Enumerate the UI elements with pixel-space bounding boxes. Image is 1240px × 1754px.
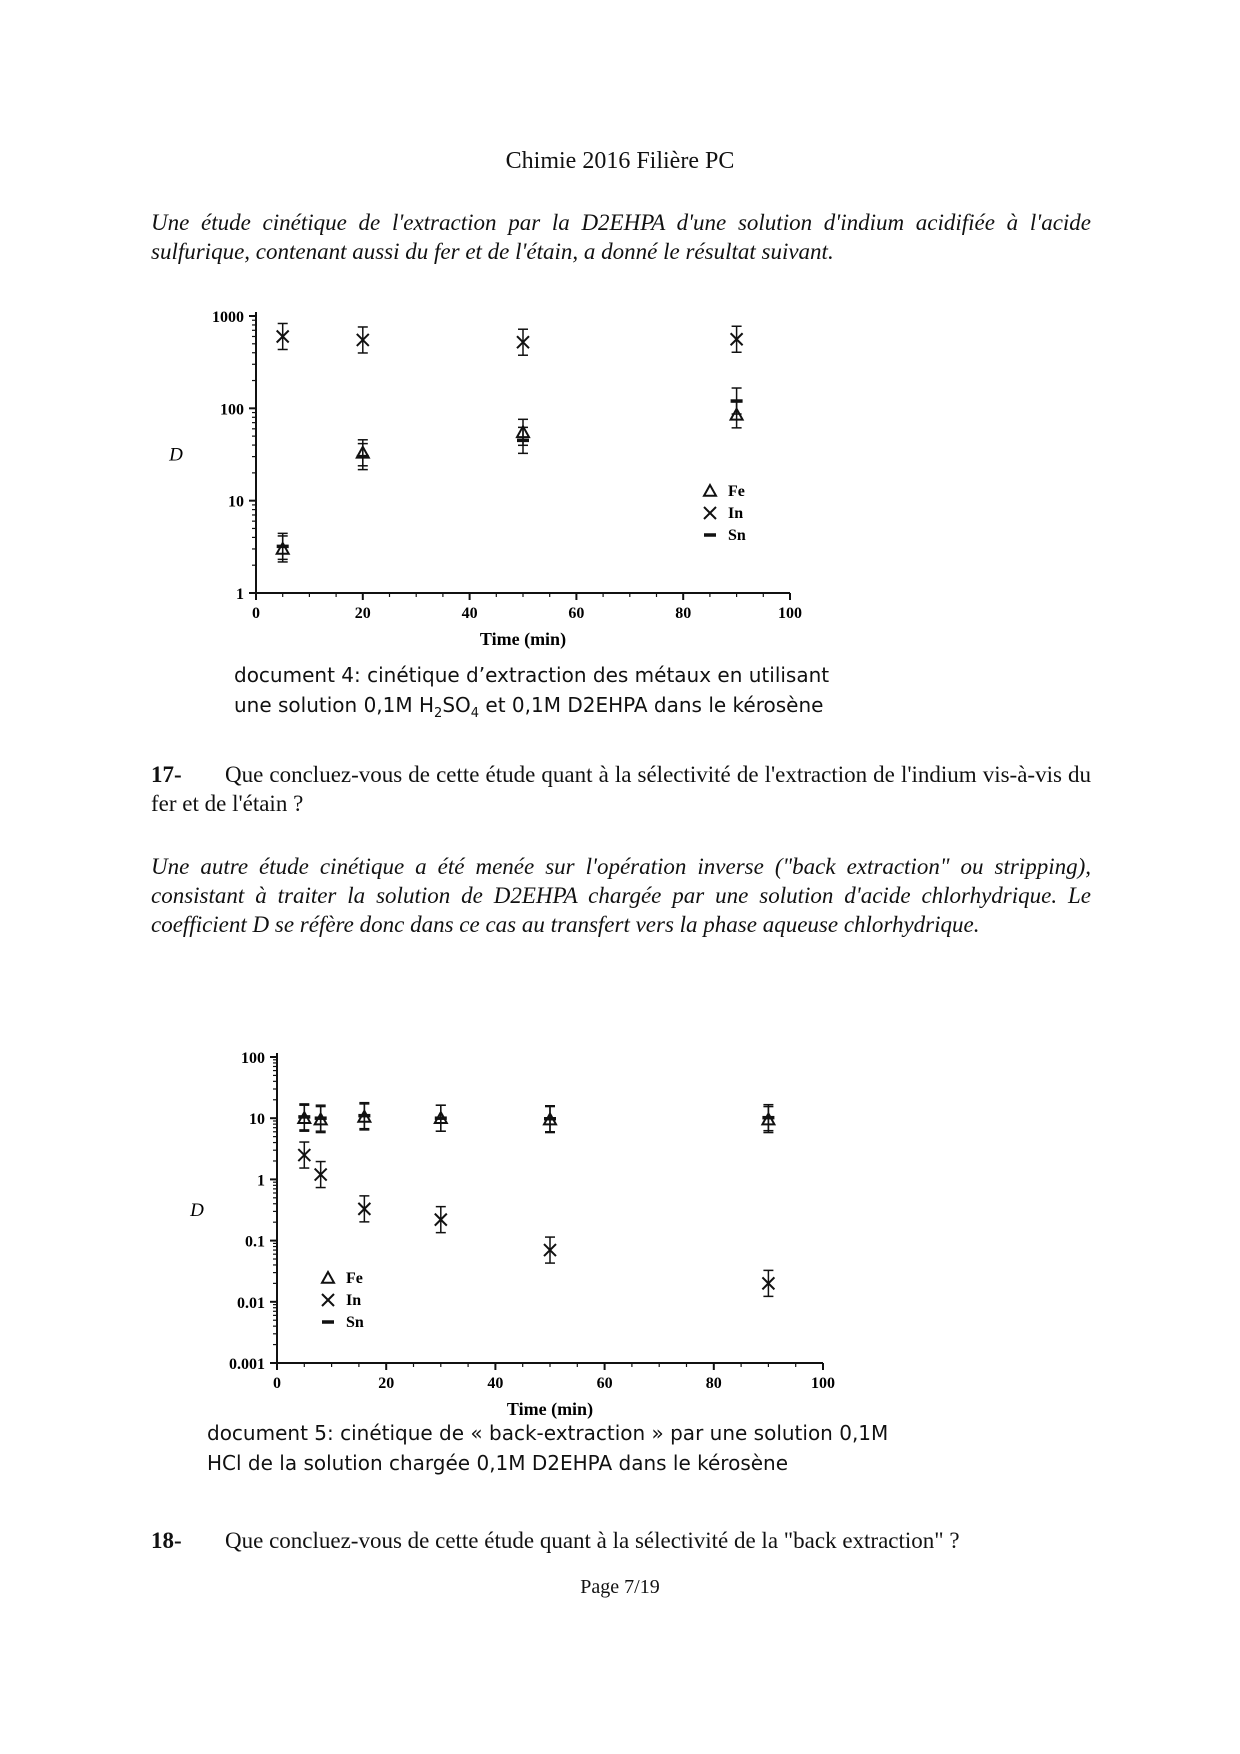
x-tick-label: 0 [252, 605, 260, 622]
intro-paragraph: Une étude cinétique de l'extraction par la D2EHPA d'une solution d'indium acidifiée à l'acide sulfurique, contenant aussi du fer et de l'étain, a donné le résultat suivant. [151, 210, 1091, 264]
doc5-caption-line1: document 5: cinétique de « back-extraction » par une solution 0,1M [207, 1421, 889, 1445]
x-tick-label: 100 [778, 605, 802, 622]
question-17-text: Que concluez-vous de cette étude quant à la sélectivité de l'extraction de l'indium vis-à-vis du fer et de l'étain ? [151, 762, 1091, 816]
y-tick-label: 0.1 [245, 1233, 265, 1251]
x-tick-label: 60 [568, 605, 585, 622]
y-tick-label: 100 [220, 401, 244, 419]
x-axis-label: Time (min) [479, 629, 567, 649]
page-footer: Page 7/19 [580, 1576, 660, 1598]
y-tick-label: 1 [236, 586, 244, 603]
legend-label-fe: Fe [346, 1270, 363, 1287]
legend-marker-in [322, 1294, 334, 1306]
x-tick-label: 80 [705, 1375, 722, 1392]
x-tick-label: 20 [354, 605, 371, 622]
legend-label-fe: Fe [728, 483, 745, 500]
x-tick-label: 80 [675, 605, 692, 622]
y-tick-label: 1000 [212, 309, 244, 326]
y-tick-label: 0.001 [229, 1356, 265, 1373]
x-tick-label: 40 [461, 605, 478, 622]
y-tick-label: 100 [241, 1050, 265, 1067]
x-tick-label: 20 [378, 1375, 395, 1392]
legend-label-sn: Sn [346, 1314, 364, 1331]
y-axis-label: D [169, 444, 183, 466]
x-tick-label: 40 [487, 1375, 504, 1392]
y-axis-label: D [190, 1200, 204, 1221]
x-axis-label: Time (min) [506, 1399, 594, 1419]
question-18 [151, 1526, 1091, 1555]
intro2-paragraph: Une autre étude cinétique a été menée sur l'opération inverse ("back extraction" ou stripping), consistant à traiter la solution de D2EHPA chargée par une solution d'acide chlorhydrique. Le coefficient D se réfère donc dans ce cas au transfert vers la phase aqueuse chlorhydrique. [151, 854, 1091, 937]
x-tick-label: 60 [596, 1375, 613, 1392]
doc5-caption-line2: HCl de la solution chargée 0,1M D2EHPA dans le kérosène [207, 1451, 789, 1475]
legend-label-sn: Sn [728, 527, 746, 544]
legend-marker-fe [322, 1272, 334, 1283]
y-tick-label: 0.01 [237, 1294, 265, 1312]
page-header: Chimie 2016 Filière PC [505, 148, 735, 174]
doc4-caption-line2: une solution 0,1M $H_2SO_4$ et 0,1M D2EHPA dans le kérosène [234, 693, 824, 721]
question-18-number: 18- [151, 1528, 182, 1553]
doc4-caption-line1: document 4: cinétique d’extraction des métaux en utilisant [234, 663, 830, 687]
legend-label-in: In [346, 1292, 362, 1309]
question-18-text: Que concluez-vous de cette étude quant à la sélectivité de la "back extraction" ? [225, 1528, 960, 1553]
question-17-number: 17- [151, 762, 182, 787]
doc5-caption [207, 1418, 967, 1478]
x-tick-label: 100 [811, 1375, 835, 1392]
x-tick-label: 0 [273, 1375, 281, 1392]
y-tick-label: 10 [249, 1111, 265, 1129]
legend-label-in: In [728, 505, 744, 522]
y-tick-label: 1 [257, 1172, 265, 1190]
y-tick-label: 10 [228, 493, 244, 511]
